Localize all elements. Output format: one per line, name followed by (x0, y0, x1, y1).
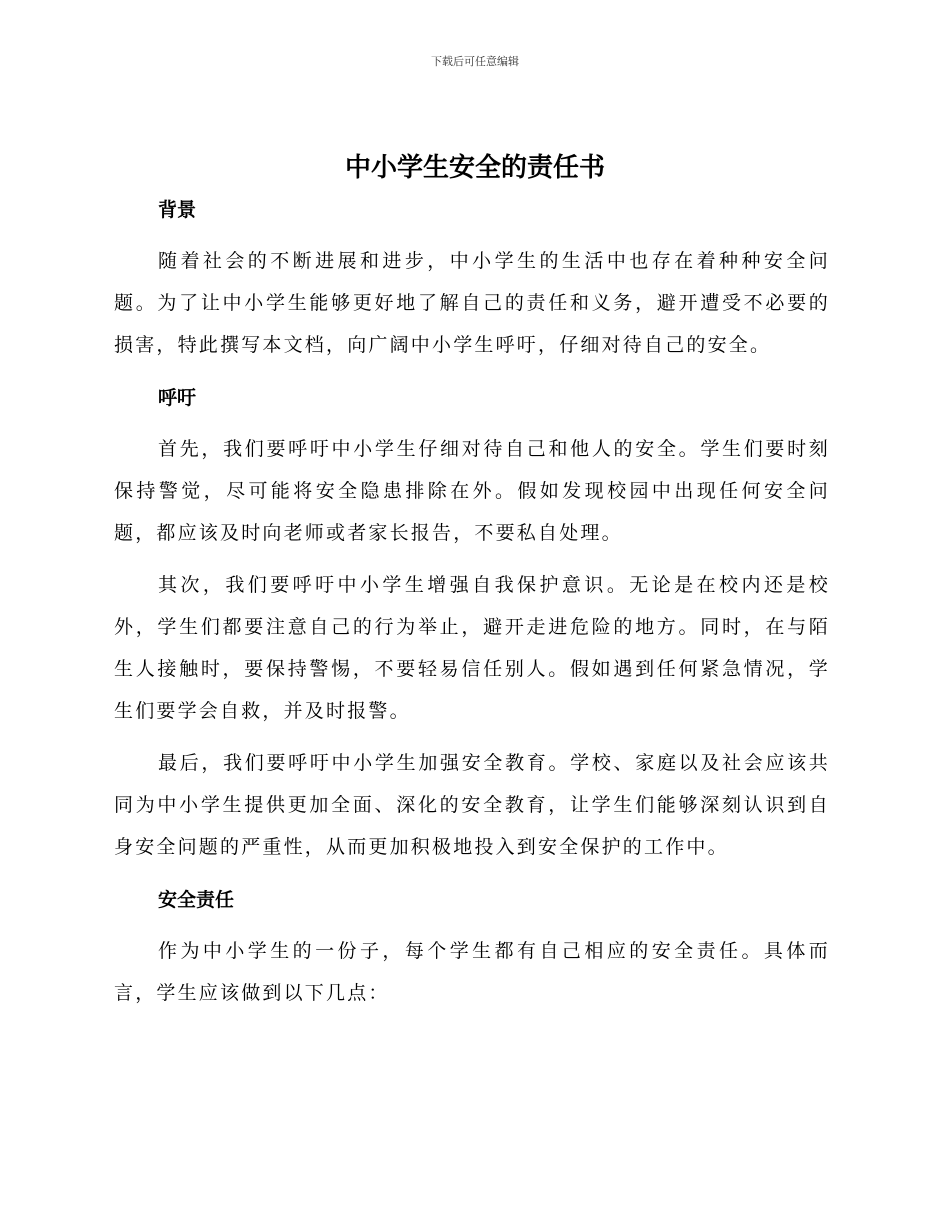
paragraph-appeal-first: 首先，我们要呼吁中小学生仔细对待自己和他人的安全。学生们要时刻保持警觉，尽可能将安全隐患排除在外。假如发现校园中出现任何安全问题，都应该及时向老师或者家长报告，不要私自处理。 (114, 438, 830, 544)
section-heading-background: 背景 (158, 199, 197, 221)
header-note: 下载后可任意编辑 (431, 55, 519, 68)
paragraph-appeal-last: 最后，我们要呼吁中小学生加强安全教育。学校、家庭以及社会应该共同为中小学生提供更加全面、深化的安全教育，让学生们能够深刻认识到自身安全问题的严重性，从而更加积极地投入到安全保护的工作中。 (114, 752, 830, 858)
paragraph-appeal-second: 其次，我们要呼吁中小学生增强自我保护意识。无论是在校内还是校外，学生们都要注意自己的行为举止，避开走进危险的地方。同时，在与陌生人接触时，要保持警惕，不要轻易信任别人。假如遇到任何紧急情况，学生们要学会自救，并及时报警。 (114, 574, 830, 722)
paragraph-safety-responsibility: 作为中小学生的一份子，每个学生都有自己相应的安全责任。具体而言，学生应该做到以下几点： (114, 940, 830, 1004)
section-heading-appeal: 呼吁 (158, 387, 197, 409)
document-body (114, 194, 830, 1014)
document-title: 中小学生安全的责任书 (344, 153, 605, 183)
paragraph-background: 随着社会的不断进展和进步，中小学生的生活中也存在着种种安全问题。为了让中小学生能够更好地了解自己的责任和义务，避开遭受不必要的损害，特此撰写本文档，向广阔中小学生呼吁，仔细对待自己的安全。 (114, 250, 830, 356)
section-heading-safety-responsibility: 安全责任 (158, 889, 235, 911)
